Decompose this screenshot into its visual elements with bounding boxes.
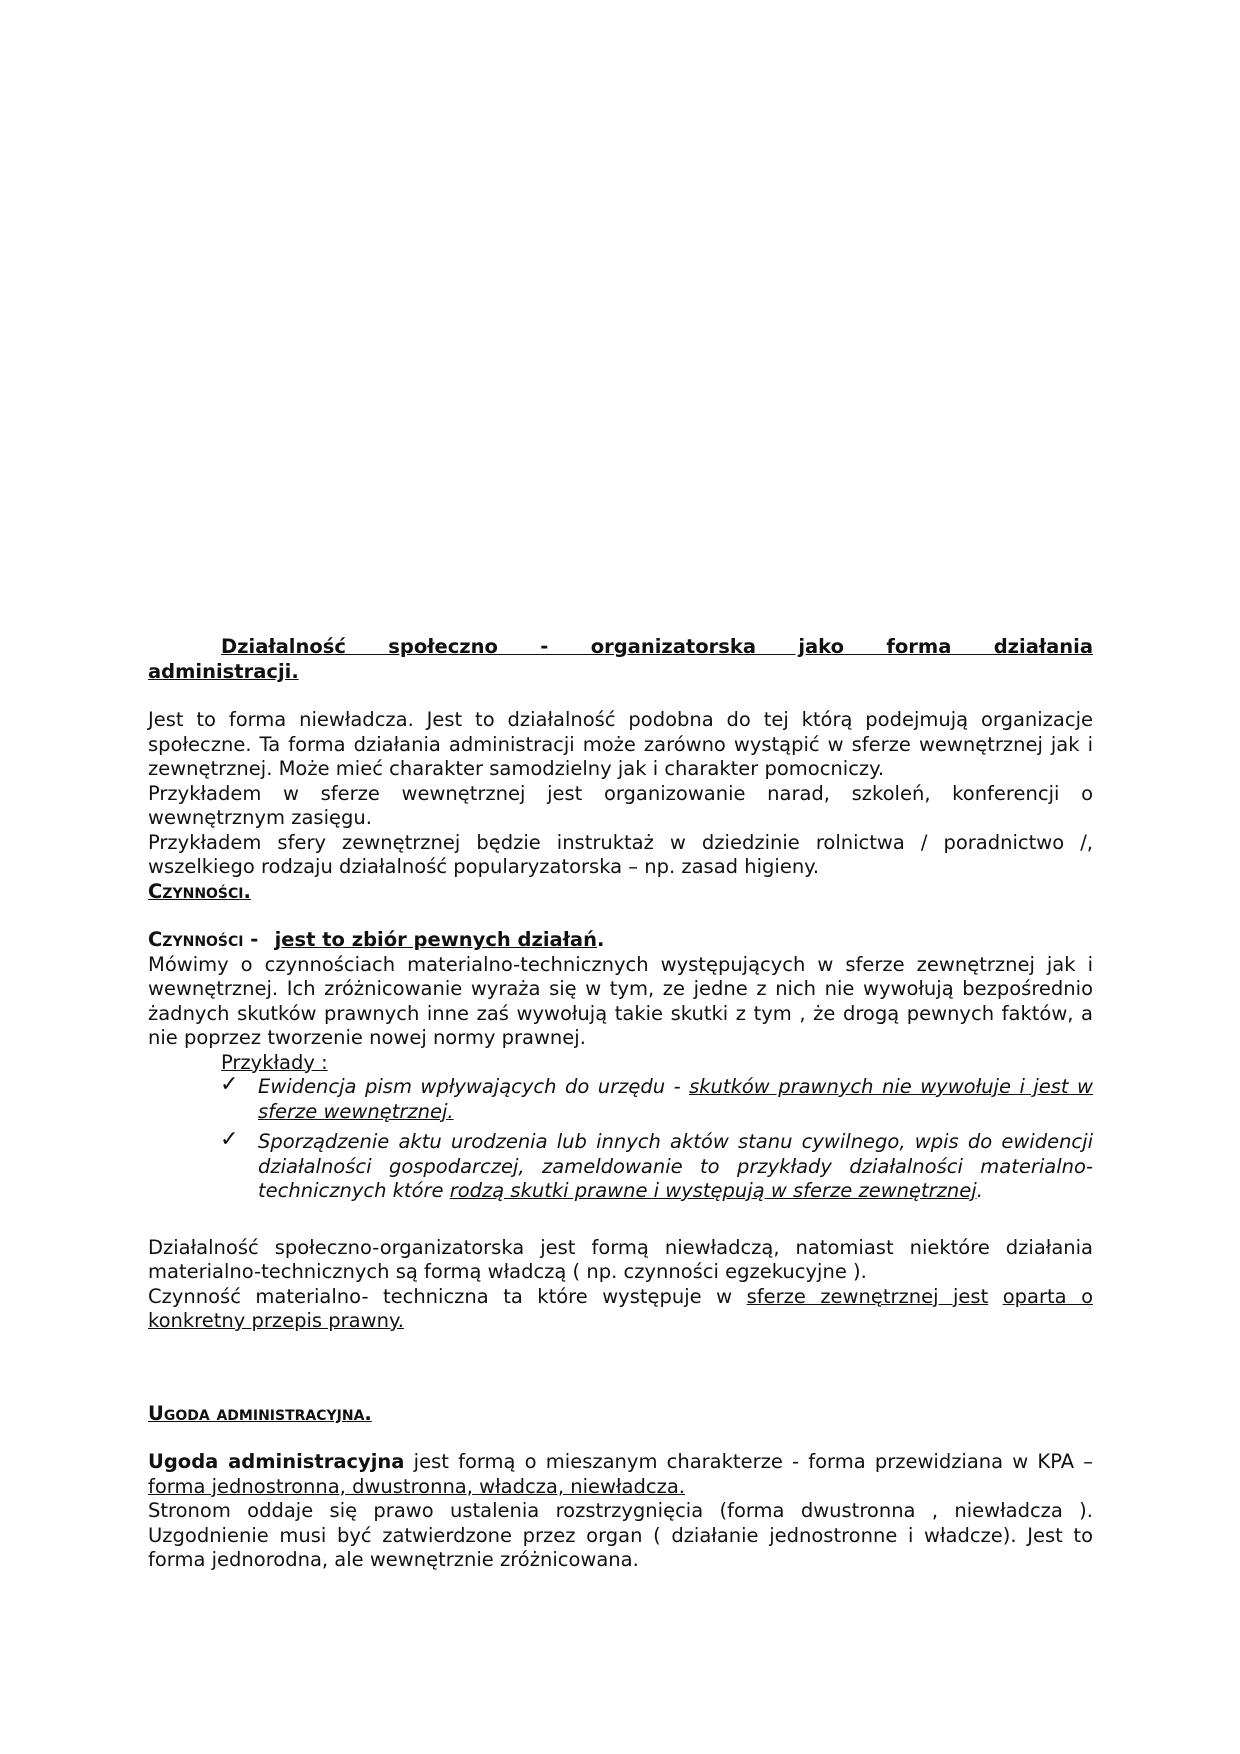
section2-summary	[148, 1236, 1093, 1334]
checkmark-icon: ✓	[220, 1127, 239, 1152]
ugoda-lead-underlined: forma jednostronna, dwustronna, władcza, niewładcza.	[148, 1474, 685, 1498]
example-item	[220, 1127, 1093, 1204]
section2-heading	[148, 880, 1093, 905]
section1-text-2: Przykładem w sferze wewnętrznej jest organizowanie narad, szkoleń, konferencji o wewnętrznym zasięgu.	[148, 781, 1093, 829]
section3-heading-row	[148, 1402, 1093, 1427]
examples-list	[148, 1072, 1093, 1204]
summary-underlined-1: sferze zewnętrznej jest	[746, 1284, 989, 1308]
section1-text-3: Przykładem sfery zewnętrznej będzie instruktaż w dziedzinie rolnictwa / poradnictwo /, wszelkiego rodzaju działalność popularyzatorska – np. zasad higieny.	[148, 830, 1093, 878]
summary-text-2a: Czynność materialno- techniczna ta które występuje w	[148, 1284, 747, 1308]
czynnosci-definition-end: .	[596, 928, 605, 951]
czynnosci-definition-text: jest to zbiór pewnych działań	[274, 928, 597, 951]
czynnosci-term: Czynności -	[148, 928, 259, 951]
example-item	[220, 1072, 1093, 1124]
ugoda-text: Stronom oddaje się prawo ustalenia rozstrzygnięcia (forma dwustronna , niewładcza ). Uzgodnienie musi być zatwierdzone przez organ ( działanie jednostronne i władcze). Jest to forma jednorodna, ale wewnętrznie zróżnicowana.	[148, 1499, 1093, 1571]
summary-underlined-2: oparta o konkretny przepis prawny.	[148, 1284, 1093, 1332]
example-underlined: rodzą skutki prawne i występują w sferze zewnętrznej	[449, 1179, 977, 1202]
ugoda-lead-bold: Ugoda administracyjna	[148, 1450, 405, 1473]
section1-text-1: Jest to forma niewładcza. Jest to działalność podobna do tej którą podejmują organizacje społeczne. Ta forma działania administracji może zarówno wystąpić w sferze wewnętrznej jak i zewnętrznej. Może mieć charakter samodzielny jak i charakter pomocniczy.	[148, 708, 1093, 780]
section1-title	[148, 634, 1093, 684]
summary-text-1: Działalność społeczno-organizatorska jest formą niewładczą, natomiast niektóre działania materialno-technicznych są formą władczą ( np. czynności egzekucyjne ).	[148, 1235, 1093, 1283]
czynnosci-heading: Czynności.	[148, 879, 251, 903]
section3-paragraph	[148, 1450, 1093, 1573]
examples-label: Przykłady :	[221, 1050, 328, 1074]
summary-text-2b	[988, 1285, 1002, 1308]
section1-title-line1: Działalność społeczno - organizatorska jako forma działania	[221, 635, 1093, 658]
document-page	[148, 634, 1093, 1573]
ugoda-lead-text: jest formą o mieszanym charakterze - forma przewidziana w KPA –	[404, 1450, 1094, 1473]
examples-label-row	[148, 1051, 1093, 1076]
section1-paragraph	[148, 708, 1093, 880]
example-underlined: skutków prawnych nie wywołuje i jest w sferze wewnętrznej.	[258, 1075, 1093, 1123]
ugoda-heading: Ugoda administracyjna.	[148, 1401, 372, 1425]
example-text: Ewidencja pism wpływających do urzędu -	[258, 1075, 690, 1098]
czynnosci-text: Mówimy o czynnościach materialno-technicznych występujących w sferze zewnętrznej jak i wewnętrznej. Ich zróżnicowanie wyraża się w tym, ze jedne z nich nie wywołują bezpośrednio żadnych skutków prawnych inne zaś wywołują takie skutki z tym , że drogą pewnych faktów, a nie poprzez tworzenie nowej normy prawnej.	[148, 952, 1093, 1049]
example-tail: .	[976, 1179, 983, 1202]
section1-title-line2: administracji.	[148, 660, 299, 683]
checkmark-icon: ✓	[220, 1072, 239, 1097]
czynnosci-definition	[148, 928, 1093, 1051]
example-text: Sporządzenie aktu urodzenia lub innych aktów stanu cywilnego, wpis do ewidencji działalności gospodarczej, zameldowanie to przykłady działalności materialno-technicznych które	[258, 1130, 1093, 1202]
